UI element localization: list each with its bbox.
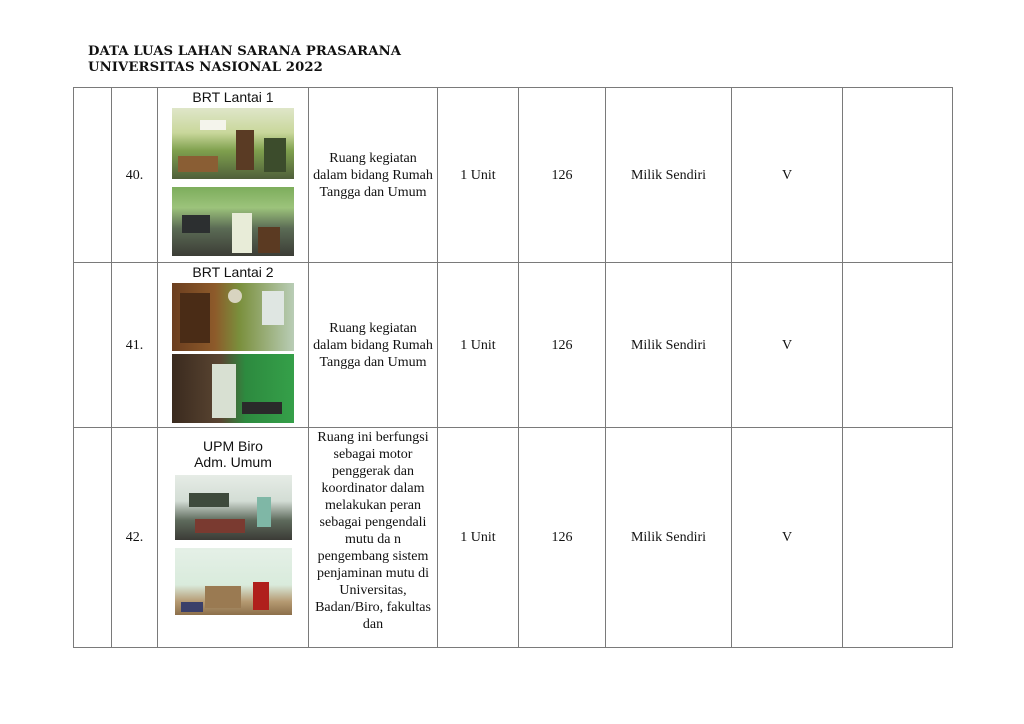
room-description: Ruang kegiatan dalam bidang Rumah Tangga dan Umum <box>309 88 438 263</box>
check-mark: V <box>732 263 843 428</box>
quantity: 1 Unit <box>438 263 519 428</box>
title-line-2: UNIVERSITAS NASIONAL 2022 <box>88 60 323 75</box>
check-mark: V <box>732 428 843 648</box>
row-number: 40. <box>112 88 158 263</box>
title-line-1: DATA LUAS LAHAN SARANA PRASARANA <box>88 44 402 59</box>
facilities-table <box>73 87 953 648</box>
area: 126 <box>519 88 606 263</box>
room-name: BRT Lantai 1 <box>192 89 274 105</box>
blank-cell <box>843 428 953 648</box>
area: 126 <box>519 263 606 428</box>
area: 126 <box>519 428 606 648</box>
ownership: Milik Sendiri <box>606 263 732 428</box>
row-number: 42. <box>112 428 158 648</box>
table-row <box>74 428 953 648</box>
blank-cell <box>843 263 953 428</box>
room-description: Ruang ini berfungsi sebagai motor penggerak dan koordinator dalam melakukan peran sebagai pengendali mutu da n pengembang sistem penjaminan mutu di Universitas, Badan/Biro, fakultas dan <box>309 428 438 648</box>
blank-cell <box>843 88 953 263</box>
check-mark: V <box>732 88 843 263</box>
room-photo-cell <box>158 428 309 648</box>
quantity: 1 Unit <box>438 428 519 648</box>
row-number: 41. <box>112 263 158 428</box>
blank-cell <box>74 263 112 428</box>
room-photo <box>172 283 294 351</box>
ownership: Milik Sendiri <box>606 428 732 648</box>
table-row <box>74 88 953 263</box>
room-name: BRT Lantai 2 <box>192 264 274 280</box>
room-photo <box>175 548 292 615</box>
blank-cell <box>74 428 112 648</box>
room-description: Ruang kegiatan dalam bidang Rumah Tangga dan Umum <box>309 263 438 428</box>
room-photo-cell <box>158 263 309 428</box>
room-photo <box>172 354 294 423</box>
ownership: Milik Sendiri <box>606 88 732 263</box>
table-row <box>74 263 953 428</box>
document-title <box>88 44 401 76</box>
room-photo <box>172 108 294 179</box>
room-photo-cell <box>158 88 309 263</box>
room-name: UPM Biro Adm. Umum <box>194 438 272 470</box>
blank-cell <box>74 88 112 263</box>
room-photo <box>172 187 294 256</box>
quantity: 1 Unit <box>438 88 519 263</box>
room-photo <box>175 475 292 540</box>
